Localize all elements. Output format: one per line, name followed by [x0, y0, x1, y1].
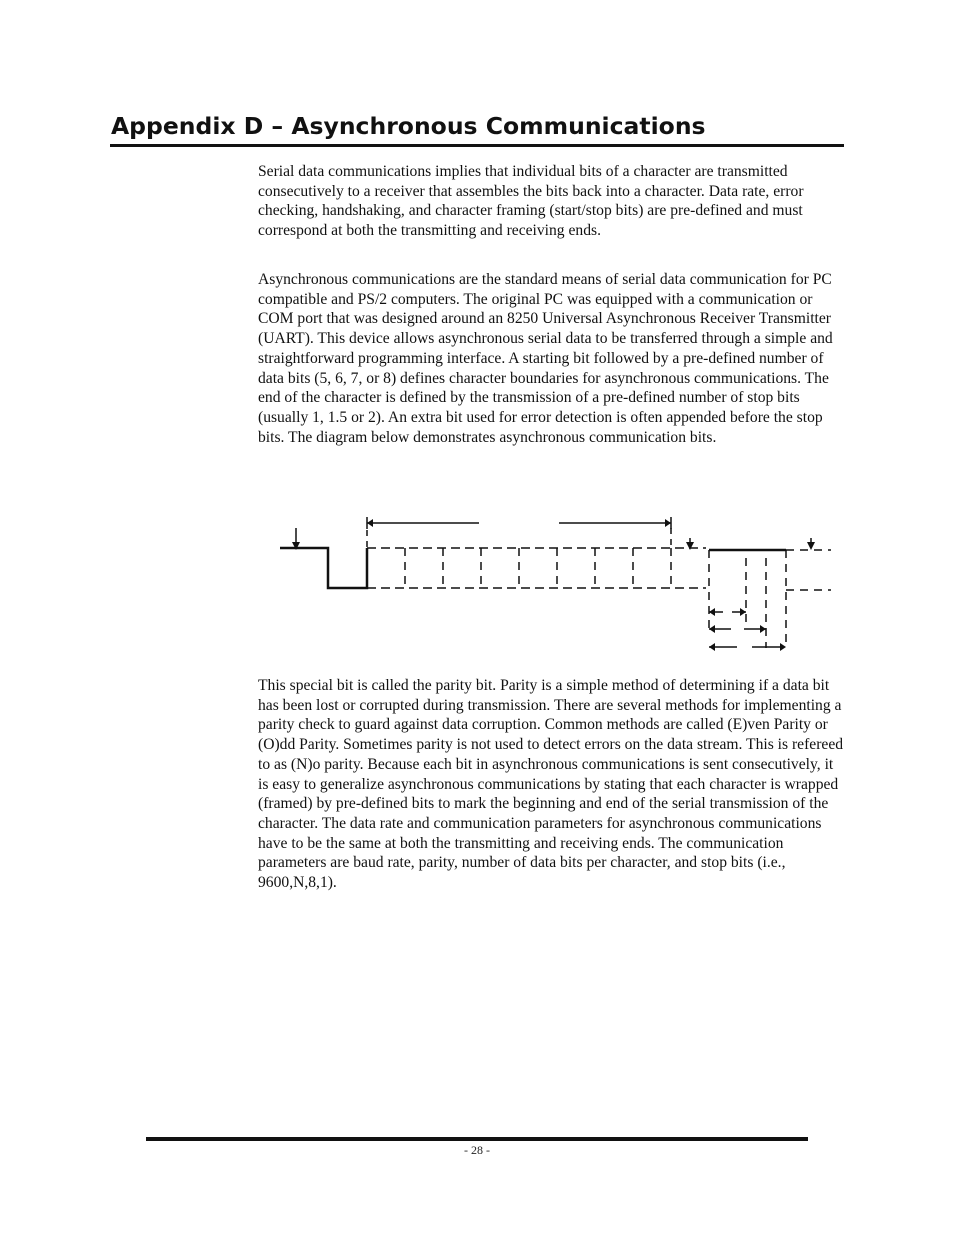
heading-rule [110, 144, 844, 147]
paragraph-serial-data: Serial data communications implies that individual bits of a character are transmitted consecutively to a receiver that assembles the bits back into a character. Data rate, error checking, handshaking, and character framing (start/stop bits) are pre-defined and must correspond at both the transmitting and receiving ends. [258, 163, 804, 240]
async-timing-diagram [276, 508, 836, 658]
data-bit-boundaries [405, 548, 671, 588]
paragraph-async-communications: Asynchronous communications are the standard means of serial data communication for PC compatible and PS/2 computers. The original PC was equipped with a communication or COM port that was designed around an 8250 Universal Asynchronous Receiver Transmitter (UART). This device allows asynchronous serial data to be transferred through a simple and straightforward programming interface. A starting bit followed by a pre-defined number of data bits (5, 6, 7, or 8) defines character boundaries for asynchronous communications. The end of the character is defined by the transmission of a pre-defined number of stop bits (usually 1, 1.5 or 2). An extra bit used for error detection is often appended before the stop bits. The diagram below demonstrates asynchronous communication bits. [258, 271, 833, 446]
footer-rule [146, 1137, 808, 1141]
paragraph-parity-bit: This special bit is called the parity bit. Parity is a simple method of determining if a data bit has been lost or corrupted during transmission. There are several methods for implementing a parity check to guard against data corruption. Common methods are called (E)ven Parity or (O)dd Parity. Sometimes parity is not used to detect errors on the data stream. This is refereed to as (N)o parity. Because each bit in asynchronous communications is sent consecutively, it is easy to generalize asynchronous communications by stating that each character is wrapped (framed) by pre-defined bits to mark the beginning and end of the serial transmission of the character. The data rate and communication parameters for asynchronous communications have to be the same at both the transmitting and receiving ends. The communication parameters are baud rate, parity, number of data bits per character, and stop bits (i.e., 9600,N,8,1). [258, 677, 844, 892]
page-heading: Appendix D – Asynchronous Communications [111, 112, 706, 140]
waveform-start-bit [280, 548, 367, 588]
page-number: - 28 - [464, 1143, 490, 1157]
